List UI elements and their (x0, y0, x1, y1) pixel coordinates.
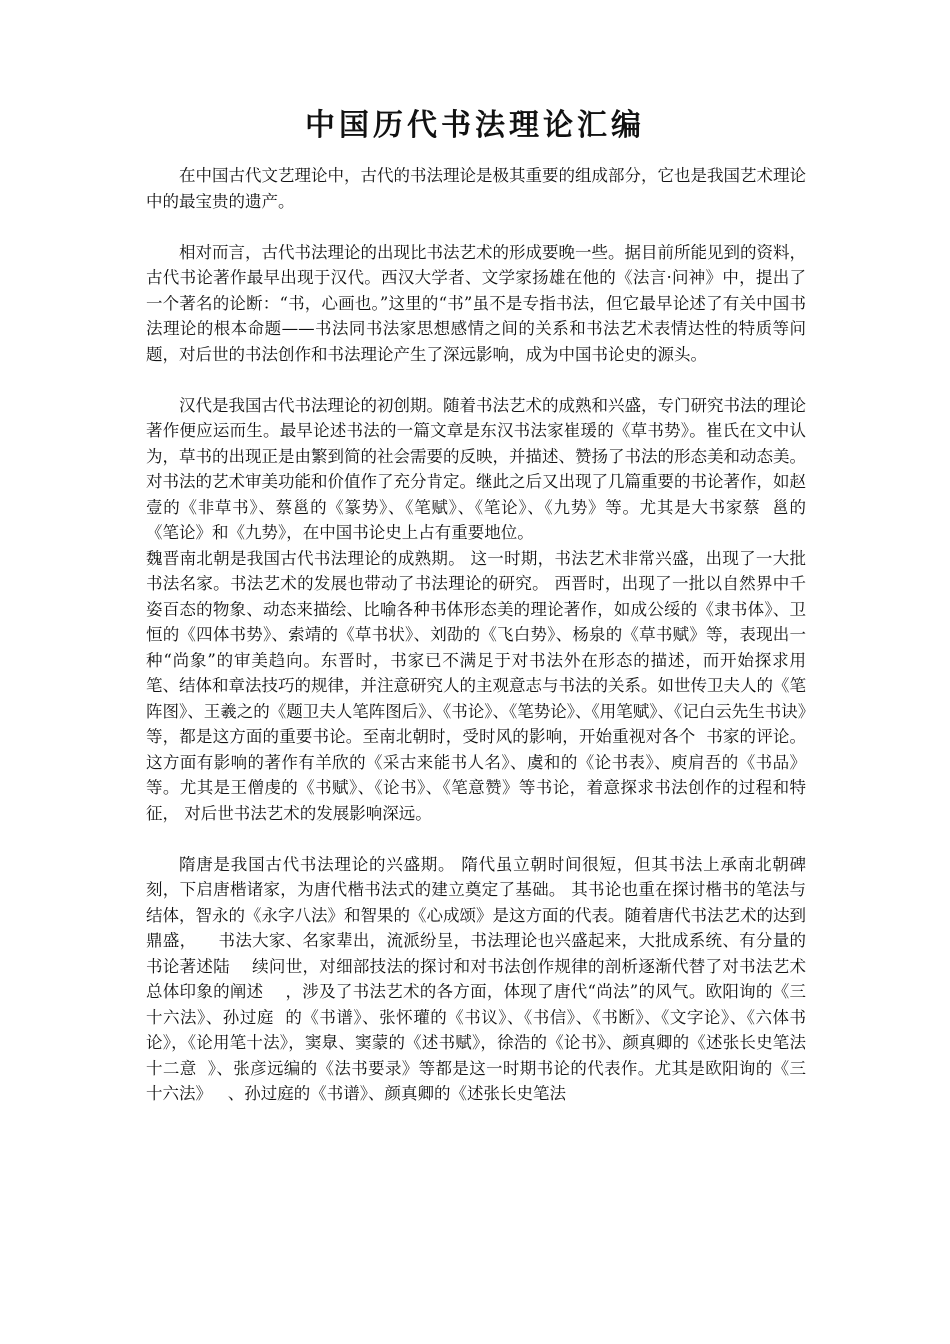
document-title: 中国历代书法理论汇编 (305, 108, 645, 143)
paragraph-origins: 相对而言，古代书法理论的出现比书法艺术的形成要晚一些。据目前所能见到的资料，古代书论著作最早出现于汉代。西汉大学者、文学家扬雄在他的《法言·问神》中，提出了一个著名的论断：“书，心画也。”这里的“书”虽不是专指书法，但它最早论述了有关中国书法理论的根本命题——书法同书法家思想感情之间的关系和书法艺术表情达性的特质等问题，对后世的书法创作和书法理论产生了深远影响，成为中国书论史的源头。 (146, 242, 806, 364)
paragraph-sui-tang: 隋唐是我国古代书法理论的兴盛期。 隋代虽立朝时间很短，但其书法上承南北朝碑刻，下启唐楷诸家，为唐代楷书法式的建立奠定了基础。 其书论也重在探讨楷书的笔法与结体，智永的《永字八法》和智果的《心成颂》是这方面的代表。随着唐代书法艺术的达到鼎盛， 书法大家、名家辈出，流派纷呈，书法理论也兴盛起来，大批成系统、有分量的书论著述陆 续问世，对细部技法的探讨和对书法创作规律的剖析逐渐代替了对书法艺术总体印象的阐述 ，涉及了书法艺术的各方面，体现了唐代“尚法”的风气。欧阳询的《三十六法》、孙过庭 的《书谱》、张怀瓘的《书议》、《书信》、《书断》、《文字论》、《六体书论》，《论用笔十法》，窦臮、窦蒙的《述书赋》，徐浩的《论书》、颜真卿的《述张长史笔法十二意 》、张彦远编的《法书要录》等都是这一时期书论的代表作。尤其是欧阳询的《三十六法》 、孙过庭的《书谱》、颜真卿的《述张长史笔法 (146, 854, 806, 1103)
paragraph-intro: 在中国古代文艺理论中，古代的书法理论是极其重要的组成部分，它也是我国艺术理论中的最宝贵的遗产。 (146, 166, 806, 211)
paragraph-han-dynasty: 汉代是我国古代书法理论的初创期。随着书法艺术的成熟和兴盛，专门研究书法的理论 著作便应运而生。最早论述书法的一篇文章是东汉书法家崔瑗的《草书势》。崔氏在文中认 为，草书的出现正是由繁到简的社会需要的反映，并描述、赞扬了书法的形态美和动态美。 对书法的艺术审美功能和价值作了充分肯定。继此之后又出现了几篇重要的书论著作，如赵壹的《非草书》、蔡邕的《篆势》、《笔赋》、《笔论》、《九势》等。尤其是大书家蔡 邕的《笔论》和《九势》，在中国书论史上占有重要地位。 (146, 395, 817, 542)
document-body (146, 163, 822, 1107)
paragraph-wei-jin: 魏晋南北朝是我国古代书法理论的成熟期。 这一时期，书法艺术非常兴盛，出现了一大批书法名家。书法艺术的发展也带动了书法理论的研究。 西晋时，出现了一批以自然界中千 姿百态的物象、动态来描绘、比喻各种书体形态美的理论著作，如成公绥的《隶书体》、卫恒的《四体书势》、索靖的《草书状》、刘劭的《飞白势》、杨泉的《草书赋》等，表现出一种“尚象”的审美趋向。东晋时，书家已不满足于对书法外在形态的描述，而开始探求用 笔、结体和章法技巧的规律，并注意研究人的主观意志与书法的关系。如世传卫夫人的《笔阵图》、王羲之的《题卫夫人笔阵图后》、《书论》、《笔势论》、《用笔赋》、《记白云先生书诀》等，都是这方面的重要书论。至南北朝时，受时风的影响，开始重视对各个 书家的评论。这方面有影响的著作有羊欣的《采古来能书人名》、虞和的《论书表》、庾肩吾的《书品》等。尤其是王僧虔的《书赋》、《论书》、《笔意赞》等书论，着意探求书法创作的过程和特征， 对后世书法艺术的发展影响深远。 (146, 548, 822, 823)
